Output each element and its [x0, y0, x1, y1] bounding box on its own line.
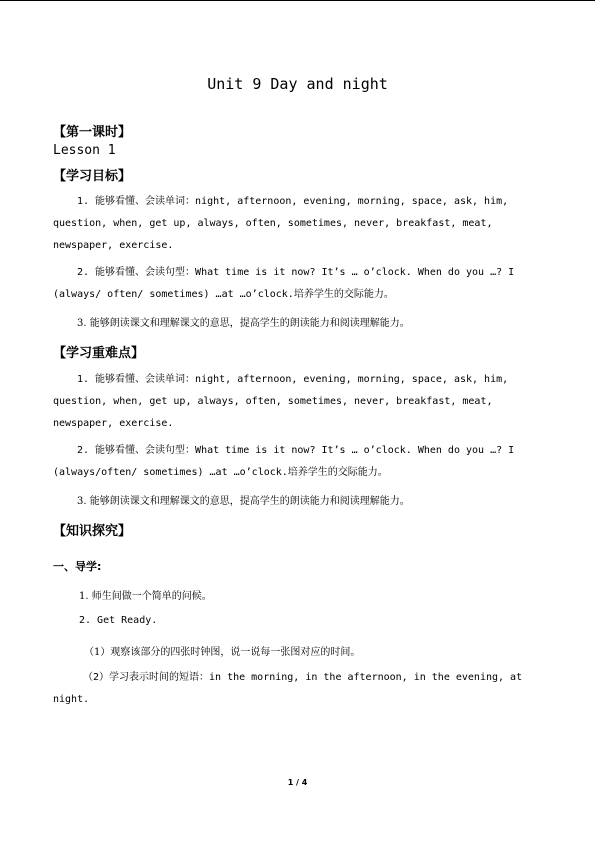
key-point-item: 2. 能够看懂、会读句型：What time is it now? It’s … o’clock. When do you …? I (always/often/ sometimes) …at …o’clock.培养学生的交际能力。: [53, 445, 521, 478]
objectives-heading: 【学习目标】: [53, 169, 132, 184]
objective-item: 2. 能够看懂、会读句型：What time is it now? It’s … o’clock. When do you …? I (always/ often/ sometimes) …at …o’clock.培养学生的交际能力。: [53, 267, 521, 300]
page-title: Unit 9 Day and night: [207, 75, 388, 93]
page-number: 1 / 4: [287, 778, 308, 787]
lesson-header: 【第一课时】: [53, 125, 132, 140]
section-heading: 一、导学:: [53, 560, 102, 573]
objective-item: 1. 能够看懂、会读单词：night, afternoon, evening, morning, space, ask, him, question, when, get up, always, often, sometimes, never, breakfast, meat, newspaper, exercise.: [53, 196, 515, 251]
key-point-item: 3. 能够朗读课文和理解课文的意思，提高学生的朗读能力和阅读理解能力。: [77, 496, 410, 507]
explore-item: 2. Get Ready.: [79, 615, 158, 626]
explore-item: 1. 师生间做一个简单的问候。: [79, 591, 212, 602]
explore-item: （1）观察该部分的四张时钟图，说一说每一张图对应的时间。: [84, 647, 361, 658]
explore-heading: 【知识探究】: [53, 524, 132, 539]
key-points-heading: 【学习重难点】: [53, 346, 145, 361]
key-point-item: 1. 能够看懂、会读单词：night, afternoon, evening, morning, space, ask, him, question, when, get up, always, often, sometimes, never, breakfast, meat, newspaper, exercise.: [53, 374, 515, 429]
lesson-label: Lesson 1: [53, 143, 116, 158]
explore-item: （2）学习表示时间的短语：in the morning, in the afternoon, in the evening, at night.: [53, 672, 529, 705]
top-rule: [0, 0, 595, 1]
objective-item: 3. 能够朗读课文和理解课文的意思，提高学生的朗读能力和阅读理解能力。: [77, 318, 410, 329]
